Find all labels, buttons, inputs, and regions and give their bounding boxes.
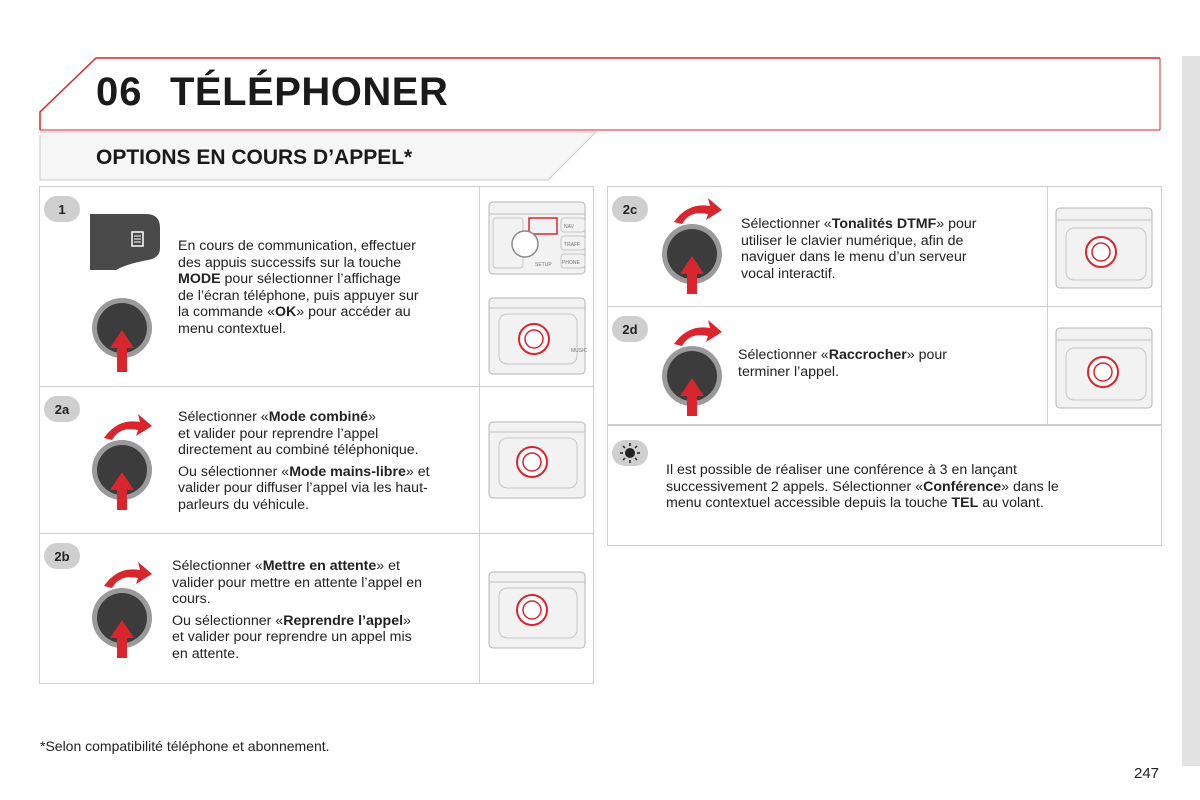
chapter-title: TÉLÉPHONER [170,70,449,114]
text-line: vocal interactif. [741,265,836,282]
text-line: Sélectionner « [738,347,829,363]
text-line: parleurs du véhicule. [178,496,309,513]
text-line: » dans le [1001,478,1059,495]
row-divider [39,386,594,387]
key-label-tel: TEL [951,495,979,511]
text-line: » et [376,558,400,574]
step-2d-text [738,347,1038,380]
text-line: » [403,612,411,629]
row-divider [39,533,594,534]
menu-option-mettre-en-attente: Mettre en attente [262,558,377,574]
steering-mode-button-icon [86,210,166,272]
chapter-number: 06 [96,70,143,114]
radio-console-image [1054,206,1154,290]
text-line: menu contextuel accessible depuis la touche [666,495,952,511]
knob-rotate-press-icon [660,318,730,418]
knob-rotate-press-icon [660,196,730,296]
footnote: *Selon compatibilité téléphone et abonnement. [40,738,330,754]
knob-rotate-press-icon [90,560,160,660]
menu-option-mode-combine: Mode combiné [268,409,369,425]
console-label-traffic: TRAFF [564,242,581,248]
step-2b-text [172,558,470,662]
text-line: en attente. [172,645,240,662]
page-edge-strip [1182,56,1200,766]
menu-option-reprendre-appel: Reprendre l’appel [283,612,404,629]
text-line: de l’écran téléphone, puis appuyer sur [178,287,419,304]
step-2a-text [178,409,470,513]
radio-console-image [487,570,587,650]
knob-rotate-press-icon [90,412,160,512]
text-line: valider pour mettre en attente l’appel en [172,574,423,591]
page-number: 247 [1134,765,1160,782]
section-title: OPTIONS EN COURS D’APPEL* [96,146,413,169]
text-line: » pour accéder au [296,304,411,320]
text-line: pour sélectionner l’affichage [220,271,401,287]
knob-press-icon [90,296,156,376]
text-line: utiliser le clavier numérique, afin de [741,232,964,249]
text-line: cours. [172,591,211,607]
key-label-mode: MODE [178,271,221,287]
radio-console-image [487,420,587,500]
text-line: Sélectionner « [741,216,832,232]
step-1-text [178,238,470,337]
step-badge-2b: 2b [44,543,80,569]
text-line: » et [405,463,430,480]
tip-lightbulb-icon [612,440,648,466]
step-badge-2c: 2c [612,196,648,222]
row-divider [607,306,1162,307]
text-line: successivement 2 appels. Sélectionner « [666,478,924,495]
radio-console-image [487,296,587,376]
key-label-ok: OK [275,304,297,320]
text-line: En cours de communication, effectuer [178,238,416,254]
step-badge-2a: 2a [44,396,80,422]
radio-console-image [1054,326,1154,410]
menu-option-tonalites-dtmf: Tonalités DTMF [831,216,937,232]
text-line: Il est possible de réaliser une conférence à 3 en lançant [666,462,1017,478]
left-panel-column-divider [479,186,480,684]
text-line: et valider pour reprendre l’appel [178,425,379,442]
text-line: et valider pour reprendre un appel mis [172,629,412,645]
step-2c-text [741,216,1041,282]
text-line: naviguer dans le menu d’un serveur [741,249,967,265]
menu-option-raccrocher: Raccrocher [828,347,907,363]
menu-option-mode-mains-libre: Mode mains-libre [289,463,406,480]
radio-console-image [487,200,587,276]
step-badge-2d: 2d [612,316,648,342]
text-line: valider pour diffuser l’appel via les haut- [178,480,428,496]
text-line: Sélectionner « [172,558,263,574]
text-line: des appuis successifs sur la touche [178,254,402,271]
text-line: » [368,409,376,425]
text-line: la commande « [178,304,275,320]
text-line: terminer l’appel. [738,363,839,380]
console-label-music: MUSIC [571,348,587,354]
text-line: Ou sélectionner « [172,612,284,629]
text-line: directement au combiné téléphonique. [178,442,419,458]
text-line: menu contextuel. [178,320,287,337]
text-line: Ou sélectionner « [178,463,290,480]
step-badge-1: 1 [44,196,80,222]
console-label-phone: PHONE [562,260,580,266]
text-line: Sélectionner « [178,409,269,425]
tip-text [666,462,1146,512]
console-label-setup: SETUP [535,262,552,268]
console-label-nav: NAV [564,224,574,230]
text-line: » pour [906,347,948,363]
text-line: » pour [936,216,977,232]
menu-option-conference: Conférence [923,478,1002,495]
text-line: au volant. [978,495,1044,511]
